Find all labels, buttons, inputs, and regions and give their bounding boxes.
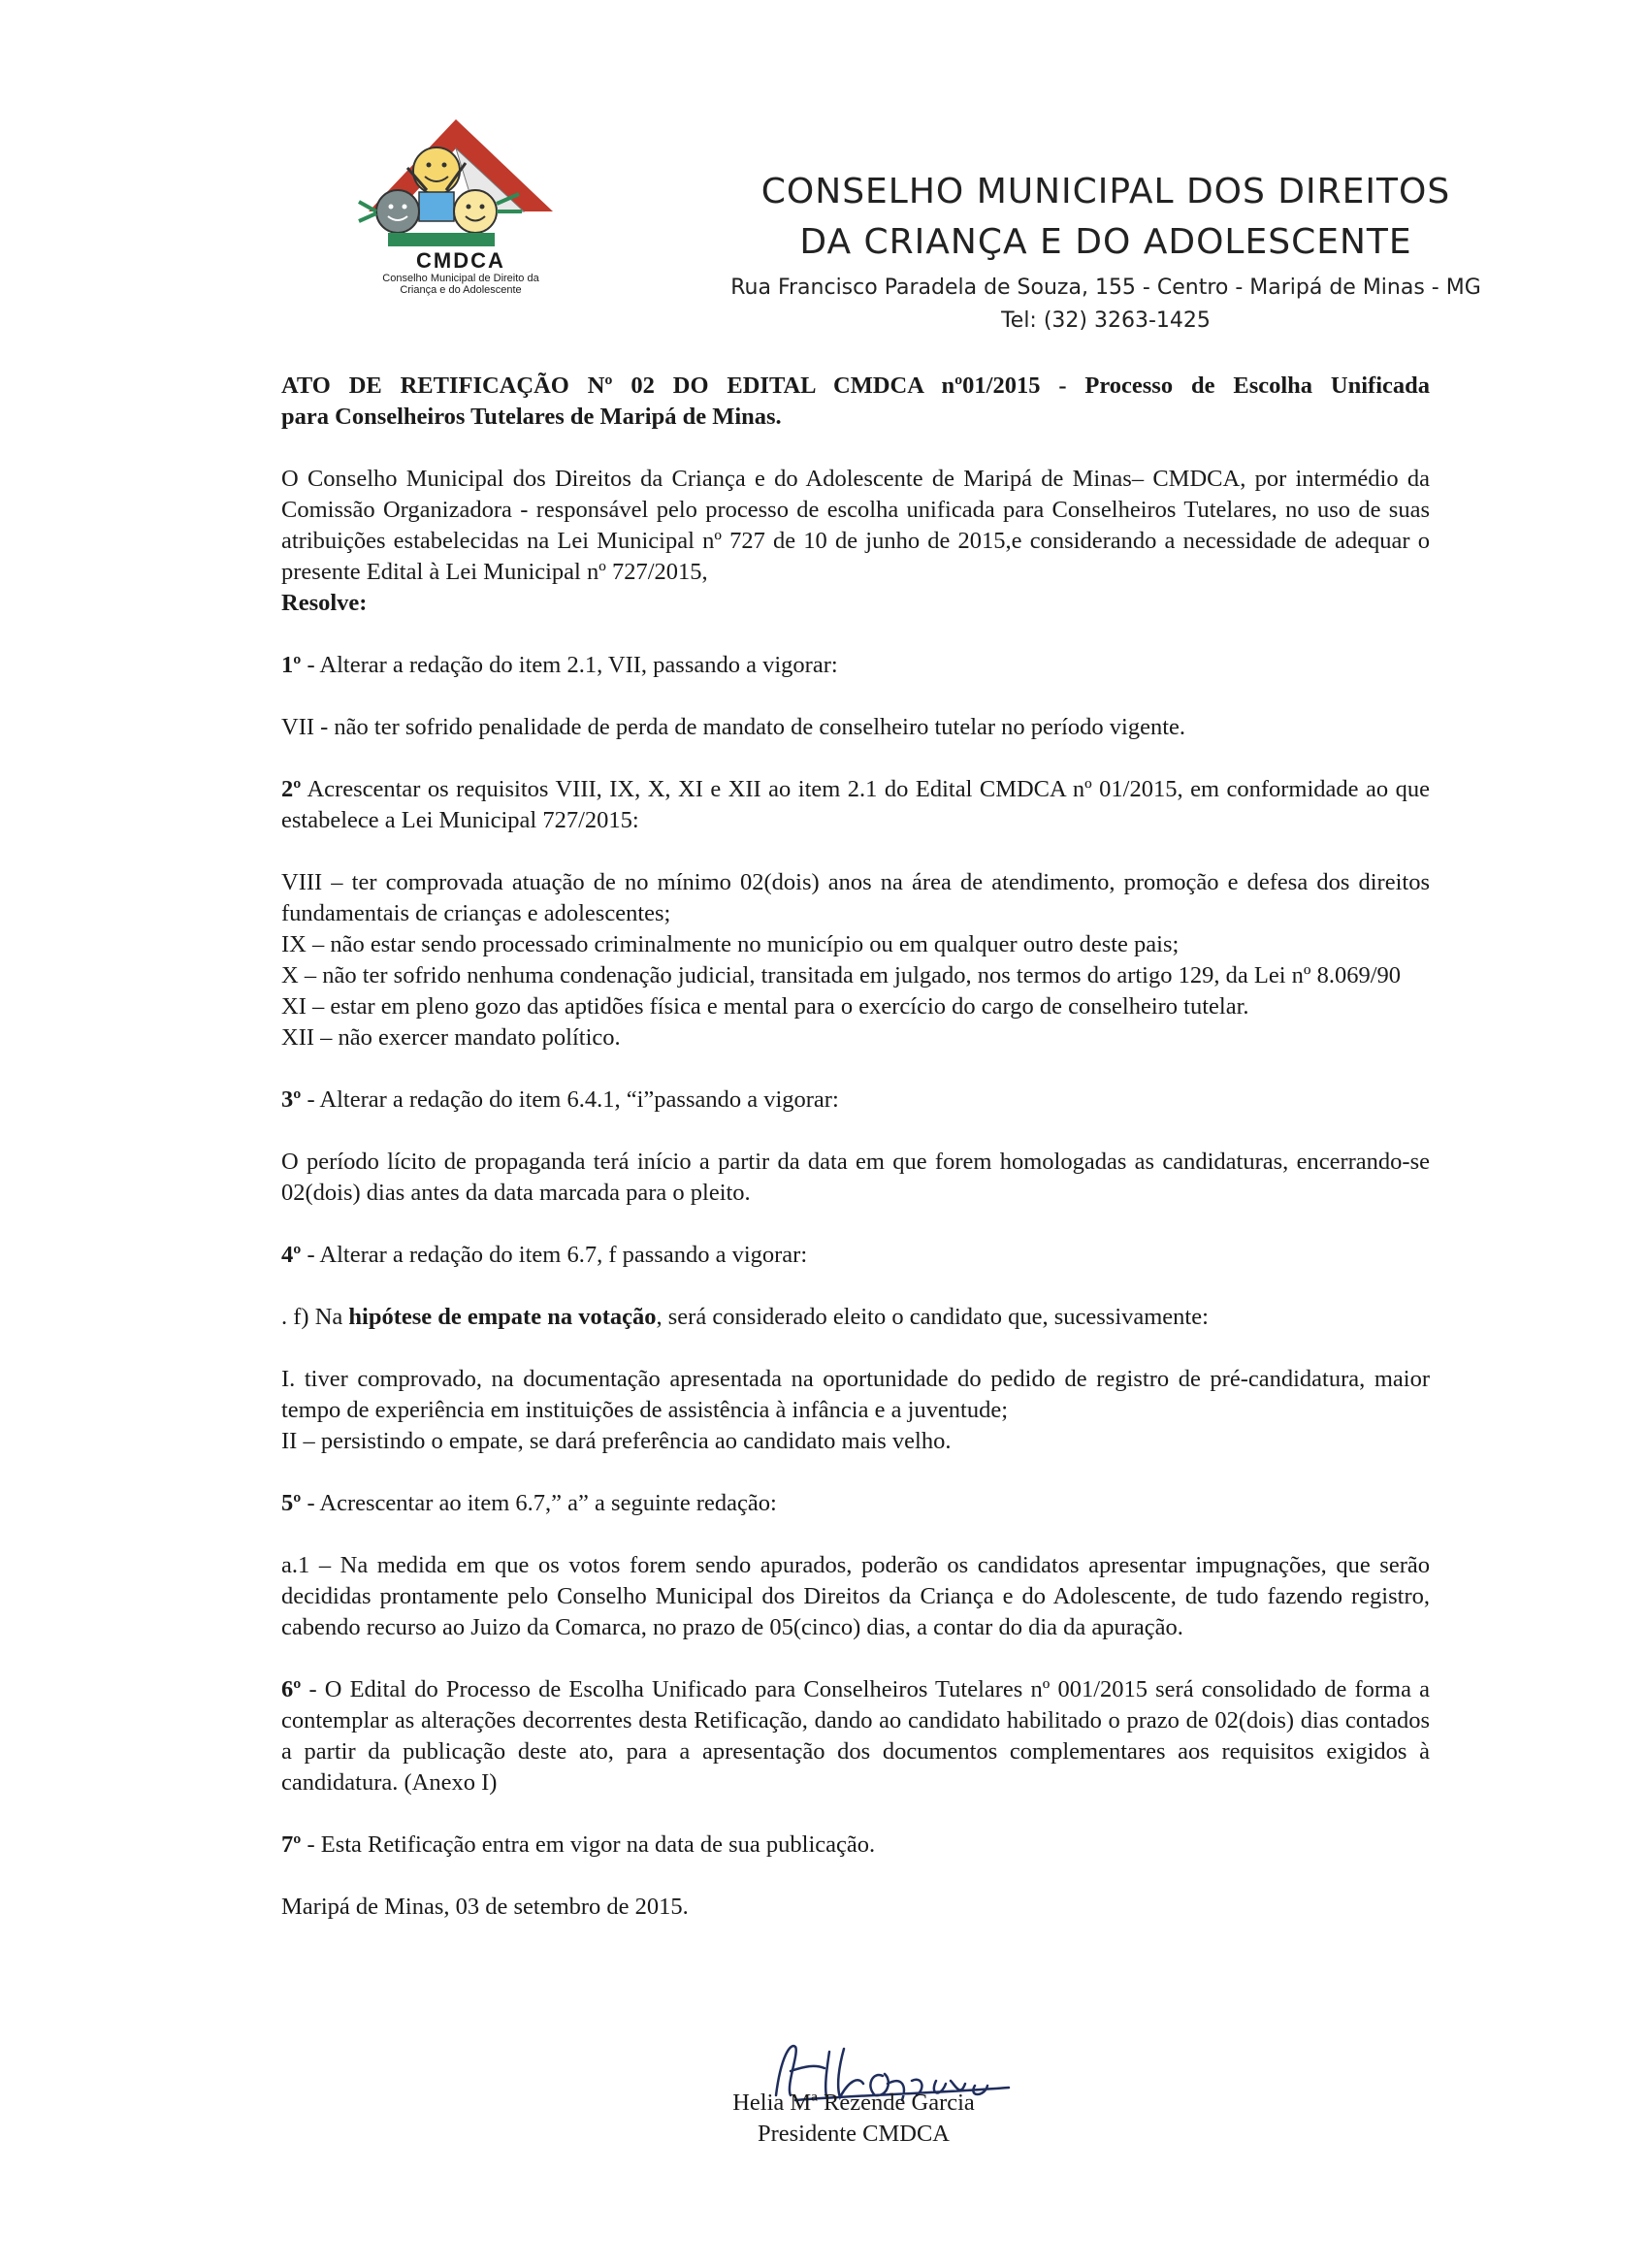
item-4-f-prefix: . f) Na	[281, 1304, 349, 1330]
logo-abbreviation: CMDCA	[416, 248, 505, 273]
item-4-f-emphasis: hipótese de empate na votação	[348, 1304, 657, 1330]
item-6-text: - O Edital do Processo de Escolha Unificado para Conselheiros Tutelares nº 001/2015 será consolidado de forma a contemplar as alterações decorrentes desta Retificação, dando ao candidato habilitado o prazo de 02(dois) dias contados a partir da publicação deste ato, para a apresentação dos documentos complementares aos requisitos exigidos à candidatura. (Anexo I)	[281, 1676, 1430, 1796]
requirement-x: X – não ter sofrido nenhuma condenação judicial, transitada em julgado, nos termos do artigo 129, da Lei nº 8.069/90	[281, 962, 1402, 988]
requirement-xii: XII – não exercer mandato político.	[281, 1024, 621, 1051]
logo-subtitle	[330, 273, 592, 296]
org-phone: Tel: (32) 3263-1425	[1001, 308, 1211, 333]
signer-name: Helia Mª Rezende Garcia	[732, 2090, 975, 2116]
item-6-number: 6º	[281, 1676, 302, 1702]
document-date: Maripá de Minas, 03 de setembro de 2015.	[281, 1894, 689, 1920]
item-3-body: O período lícito de propaganda terá início a partir da data em que forem homologadas as candidaturas, encerrando-se 02(dois) dias antes da data marcada para o pleito.	[281, 1149, 1430, 1206]
document-title	[281, 371, 1430, 433]
item-5-text: - Acrescentar ao item 6.7,” a” a seguinte redação:	[301, 1490, 777, 1516]
item-4-heading	[281, 1240, 1430, 1271]
item-6	[281, 1674, 1430, 1798]
item-4-f-suffix: , será considerado eleito o candidato que, sucessivamente:	[656, 1304, 1209, 1330]
item-3-heading	[281, 1085, 1430, 1116]
item-1-text: - Alterar a redação do item 2.1, VII, passando a vigorar:	[301, 652, 838, 678]
item-1-number: 1º	[281, 652, 302, 678]
item-5-number: 5º	[281, 1490, 302, 1516]
requirement-xi: XI – estar em pleno gozo das aptidões física e mental para o exercício do cargo de conselheiro tutelar.	[281, 993, 1249, 1020]
item-5-heading	[281, 1488, 1430, 1519]
item-3-text: - Alterar a redação do item 6.4.1, “i”passando a vigorar:	[301, 1086, 839, 1113]
organization-heading	[669, 167, 1542, 268]
item-5-a1: a.1 – Na medida em que os votos forem sendo apurados, poderão os candidatos apresentar impugnações, que serão decididas prontamente pelo Conselho Municipal dos Direitos da Criança e do Adolescente, de tudo fazendo registro, cabendo recurso ao Juizo da Comarca, no prazo de 05(cinco) dias, a contar do dia da apuração.	[281, 1552, 1430, 1640]
document-body	[281, 371, 1430, 1923]
signer-role: Presidente CMDCA	[757, 2121, 951, 2147]
item-4-f	[281, 1302, 1430, 1333]
item-2-requirements	[281, 867, 1430, 1053]
intro-text: O Conselho Municipal dos Direitos da Criança e do Adolescente de Maripá de Minas– CMDCA, por intermédio da Comissão Organizadora - responsável pelo processo de escolha unificada para Conselheiros Tutelares, no uso de suas atribuições estabelecidas na Lei Municipal nº 727 de 10 de junho de 2015,e considerando a necessidade de adequar o presente Edital à Lei Municipal nº 727/2015,	[281, 466, 1430, 585]
intro-paragraph	[281, 464, 1430, 619]
criterion-i: I. tiver comprovado, na documentação apresentada na oportunidade do pedido de registro de pré-candidatura, maior tempo de experiência em instituições de assistência à infância e a juventude;	[281, 1366, 1430, 1423]
requirement-ix: IX – não estar sendo processado criminalmente no município ou em qualquer outro deste pais;	[281, 931, 1180, 957]
logo-subtitle-line-1: Conselho Municipal de Direito da	[382, 273, 539, 284]
item-1-heading	[281, 650, 1430, 681]
org-name-line-1: CONSELHO MUNICIPAL DOS DIREITOS	[760, 172, 1451, 211]
organization-contact	[669, 272, 1542, 338]
logo-illustration-icon	[330, 114, 592, 260]
org-name-line-2: DA CRIANÇA E DO ADOLESCENTE	[799, 222, 1412, 262]
resolve-label: Resolve:	[281, 590, 368, 616]
item-4-criteria	[281, 1364, 1430, 1457]
item-4-text: - Alterar a redação do item 6.7, f passando a vigorar:	[301, 1242, 808, 1268]
requirement-viii: VIII – ter comprovada atuação de no mínimo 02(dois) anos na área de atendimento, promoção e defesa dos direitos fundamentais de crianças e adolescentes;	[281, 869, 1430, 926]
item-7-text: - Esta Retificação entra em vigor na data de sua publicação.	[301, 1831, 876, 1858]
item-1-vii: VII - não ter sofrido penalidade de perda de mandato de conselheiro tutelar no período vigente.	[281, 714, 1186, 740]
cmdca-logo	[330, 114, 592, 299]
title-line-1: ATO DE RETIFICAÇÃO Nº 02 DO EDITAL CMDCA nº01/2015 - Processo de Escolha Unificada	[281, 373, 1430, 399]
item-7	[281, 1830, 1430, 1861]
title-line-2: para Conselheiros Tutelares de Maripá de Minas.	[281, 404, 782, 430]
criterion-ii: II – persistindo o empate, se dará preferência ao candidato mais velho.	[281, 1428, 952, 1454]
org-address: Rua Francisco Paradela de Souza, 155 - Centro - Maripá de Minas - MG	[730, 275, 1481, 300]
item-7-number: 7º	[281, 1831, 302, 1858]
item-2-number: 2º	[281, 776, 302, 802]
item-4-number: 4º	[281, 1242, 302, 1268]
signature-block	[708, 2088, 999, 2150]
item-2-text: Acrescentar os requisitos VIII, IX, X, XI e XII ao item 2.1 do Edital CMDCA nº 01/2015, em conformidade ao que estabelece a Lei Municipal 727/2015:	[281, 776, 1430, 833]
item-2-heading	[281, 774, 1430, 836]
item-3-number: 3º	[281, 1086, 302, 1113]
logo-subtitle-line-2: Criança e do Adolescente	[400, 284, 522, 296]
